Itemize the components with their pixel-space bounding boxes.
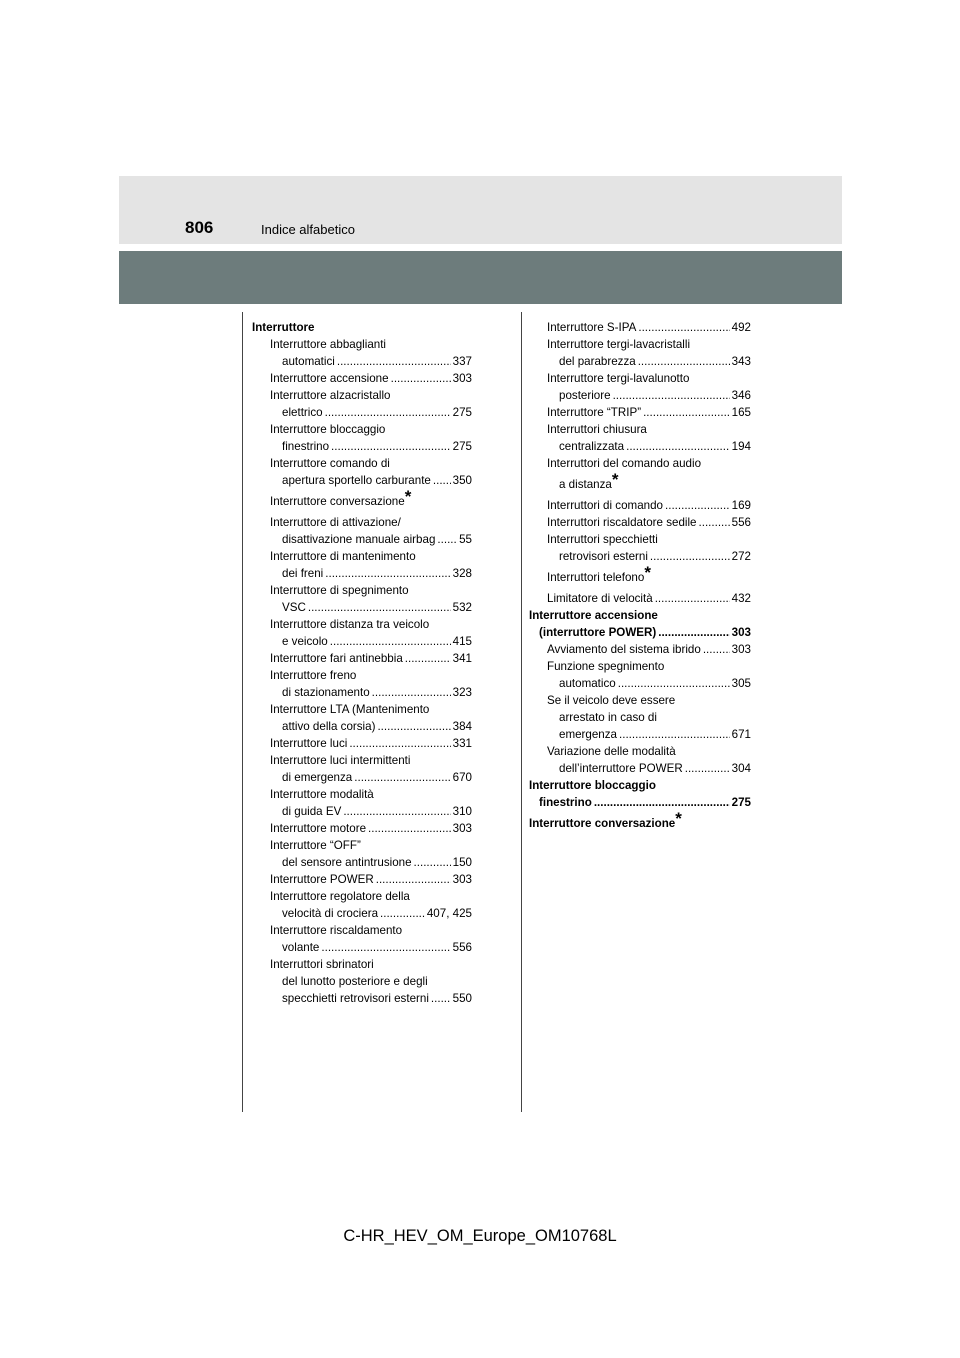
index-entry xyxy=(252,336,472,370)
entry-page: 272 xyxy=(731,550,751,563)
entry-label: Interruttore fari antinebbia xyxy=(270,652,403,665)
index-main-entry xyxy=(529,811,751,836)
entry-page: 343 xyxy=(731,355,751,368)
entry-label: Interruttore comando di xyxy=(270,457,390,470)
entry-page: 304 xyxy=(731,762,751,775)
entry-label: Interruttore modalità xyxy=(270,788,374,801)
entry-sublabel: e veicolo xyxy=(282,635,328,648)
entry-label: Interruttori telefono xyxy=(547,571,645,584)
entry-label: Interruttori del comando audio xyxy=(547,457,702,470)
entry-label: Interruttore alzacristallo xyxy=(270,389,391,402)
index-entry xyxy=(252,735,472,752)
index-entry xyxy=(252,837,472,871)
index-entry xyxy=(252,786,472,820)
index-entry xyxy=(529,319,751,336)
index-entry xyxy=(252,489,472,514)
entry-label: Limitatore di velocità xyxy=(547,592,653,605)
entry-page: 275 xyxy=(731,796,751,809)
index-entry xyxy=(529,514,751,531)
index-entry xyxy=(252,820,472,837)
entry-sublabel: velocità di crociera xyxy=(282,907,379,920)
entry-label: Interruttore tergi-lavacristalli xyxy=(547,338,691,351)
entry-label: Interruttore di attivazione/ xyxy=(270,516,401,529)
entry-page: 275 xyxy=(452,406,472,419)
entry-sublabel: retrovisori esterni xyxy=(559,550,648,563)
index-entry xyxy=(529,641,751,658)
entry-page: 384 xyxy=(452,720,472,733)
index-entry xyxy=(252,616,472,650)
index-entry xyxy=(529,531,751,565)
entry-sublabel: di stazionamento xyxy=(282,686,370,699)
index-heading: Interruttore xyxy=(252,321,315,334)
index-entry xyxy=(529,692,751,743)
entry-sublabel: automatico xyxy=(559,677,616,690)
index-entry xyxy=(252,582,472,616)
entry-sublabel: del lunotto posteriore e degli xyxy=(282,975,428,988)
entry-sublabel: volante xyxy=(282,941,320,954)
entry-label: Interruttori specchietti xyxy=(547,533,658,546)
entry-label: Interruttore conversazione xyxy=(529,817,676,830)
entry-sublabel: finestrino xyxy=(539,796,592,809)
entry-sublabel: a distanza xyxy=(559,478,612,491)
entry-page: 55 xyxy=(459,533,472,546)
entry-page: 556 xyxy=(731,516,751,529)
entry-label: Interruttore di spegnimento xyxy=(270,584,409,597)
index-column-left xyxy=(252,319,472,1007)
index-entry xyxy=(252,888,472,922)
entry-page: 492 xyxy=(731,321,751,334)
entry-label: Interruttore abbaglianti xyxy=(270,338,387,351)
entry-page: 310 xyxy=(452,805,472,818)
title-bar xyxy=(119,251,842,304)
entry-label: Interruttore luci intermittenti xyxy=(270,754,411,767)
index-entry xyxy=(529,658,751,692)
index-entry xyxy=(252,650,472,667)
entry-page: 532 xyxy=(452,601,472,614)
index-entry xyxy=(252,701,472,735)
entry-page: 303 xyxy=(452,372,472,385)
index-entry xyxy=(252,667,472,701)
entry-page: 556 xyxy=(452,941,472,954)
index-entry xyxy=(529,421,751,455)
column-divider-left xyxy=(242,312,243,1112)
entry-page: 150 xyxy=(452,856,472,869)
entry-page: 341 xyxy=(452,652,472,665)
entry-page: 165 xyxy=(731,406,751,419)
entry-label: Variazione delle modalità xyxy=(547,745,676,758)
index-entry xyxy=(529,590,751,607)
asterisk-marker: * xyxy=(644,563,651,583)
index-entry xyxy=(529,455,751,497)
entry-page: 275 xyxy=(452,440,472,453)
entry-sublabel: di emergenza xyxy=(282,771,353,784)
entry-sublabel: (interruttore POWER) xyxy=(539,626,657,639)
entry-label: Avviamento del sistema ibrido xyxy=(547,643,701,656)
entry-label: Interruttori riscaldatore sedile xyxy=(547,516,697,529)
index-entry xyxy=(529,743,751,777)
index-entry xyxy=(252,421,472,455)
entry-sublabel: del sensore antintrusione xyxy=(282,856,412,869)
entry-label: Interruttore POWER xyxy=(270,873,374,886)
entry-sublabel: specchietti retrovisori esterni xyxy=(282,992,429,1005)
entry-label: Interruttore accensione xyxy=(270,372,389,385)
entry-sublabel: centralizzata xyxy=(559,440,625,453)
index-entry xyxy=(252,514,472,548)
entry-label: Interruttori sbrinatori xyxy=(270,958,374,971)
entry-sublabel: dei freni xyxy=(282,567,324,580)
entry-sublabel: del parabrezza xyxy=(559,355,636,368)
index-entry xyxy=(252,455,472,489)
index-main-entry xyxy=(529,607,751,641)
index-entry xyxy=(529,497,751,514)
entry-page: 323 xyxy=(452,686,472,699)
entry-label: Interruttore accensione xyxy=(529,609,658,622)
asterisk-marker: * xyxy=(611,470,619,490)
entry-page: 305 xyxy=(731,677,751,690)
index-entry xyxy=(252,752,472,786)
entry-page: 670 xyxy=(452,771,472,784)
index-entry xyxy=(252,922,472,956)
entry-page: 328 xyxy=(452,567,472,580)
index-entry xyxy=(252,956,472,1007)
entry-label: Interruttore LTA (Mantenimento xyxy=(270,703,430,716)
index-entry xyxy=(252,871,472,888)
entry-label: Interruttore bloccaggio xyxy=(529,779,656,792)
index-entry xyxy=(529,336,751,370)
entry-sublabel: finestrino xyxy=(282,440,330,453)
index-entry xyxy=(252,387,472,421)
entry-label: Interruttore tergi-lavalunotto xyxy=(547,372,690,385)
entry-label: Interruttore distanza tra veicolo xyxy=(270,618,430,631)
entry-label: Funzione spegnimento xyxy=(547,660,665,673)
index-entry xyxy=(252,370,472,387)
entry-label: Interruttore conversazione xyxy=(270,495,405,508)
entry-page: 303 xyxy=(731,643,751,656)
index-column-right xyxy=(529,319,751,836)
entry-label: Interruttori di comando xyxy=(547,499,663,512)
entry-label: Interruttore regolatore della xyxy=(270,890,410,903)
entry-label: Interruttore luci xyxy=(270,737,348,750)
entry-sublabel: disattivazione manuale airbag xyxy=(282,533,436,546)
section-title: Indice alfabetico xyxy=(261,222,355,237)
entry-sublabel: arrestato in caso di xyxy=(559,711,657,724)
entry-sublabel: VSC xyxy=(282,601,306,614)
entry-sublabel: elettrico xyxy=(282,406,323,419)
entry-page: 303 xyxy=(731,626,751,639)
entry-page: 303 xyxy=(452,822,472,835)
entry-page: 169 xyxy=(731,499,751,512)
entry-sublabel: attivo della corsia) xyxy=(282,720,376,733)
entry-label: Interruttore riscaldamento xyxy=(270,924,403,937)
entry-sublabel: automatici xyxy=(282,355,335,368)
entry-label: Interruttore “TRIP” xyxy=(547,406,642,419)
entry-page: 194 xyxy=(731,440,751,453)
asterisk-marker: * xyxy=(404,487,412,507)
index-main-entry xyxy=(529,777,751,811)
column-divider-middle xyxy=(521,312,522,1112)
entry-page: 550 xyxy=(452,992,472,1005)
entry-page: 337 xyxy=(452,355,472,368)
entry-label: Interruttori chiusura xyxy=(547,423,647,436)
entry-label: Interruttore “OFF” xyxy=(270,839,361,852)
entry-page: 350 xyxy=(452,474,472,487)
index-entry xyxy=(529,565,751,590)
entry-page: 346 xyxy=(731,389,751,402)
entry-page: 415 xyxy=(452,635,472,648)
entry-label: Interruttore di mantenimento xyxy=(270,550,416,563)
entry-label: Interruttore S-IPA xyxy=(547,321,637,334)
asterisk-marker: * xyxy=(675,809,682,829)
index-entry xyxy=(529,404,751,421)
entry-page: 407, 425 xyxy=(426,907,472,920)
index-entry xyxy=(529,370,751,404)
document-code: C-HR_HEV_OM_Europe_OM10768L xyxy=(343,1227,617,1245)
entry-sublabel: emergenza xyxy=(559,728,618,741)
entry-page: 331 xyxy=(452,737,472,750)
entry-label: Se il veicolo deve essere xyxy=(547,694,676,707)
entry-sublabel: apertura sportello carburante xyxy=(282,474,431,487)
index-entry xyxy=(252,548,472,582)
entry-label: Interruttore motore xyxy=(270,822,367,835)
entry-sublabel: posteriore xyxy=(559,389,611,402)
header-band xyxy=(119,176,842,244)
entry-sublabel: di guida EV xyxy=(282,805,342,818)
page-number: 806 xyxy=(185,218,214,237)
entry-page: 303 xyxy=(452,873,472,886)
entry-label: Interruttore freno xyxy=(270,669,357,682)
entry-sublabel: dell’interruttore POWER xyxy=(559,762,683,775)
entry-page: 671 xyxy=(731,728,751,741)
entry-label: Interruttore bloccaggio xyxy=(270,423,386,436)
entry-page: 432 xyxy=(731,592,751,605)
